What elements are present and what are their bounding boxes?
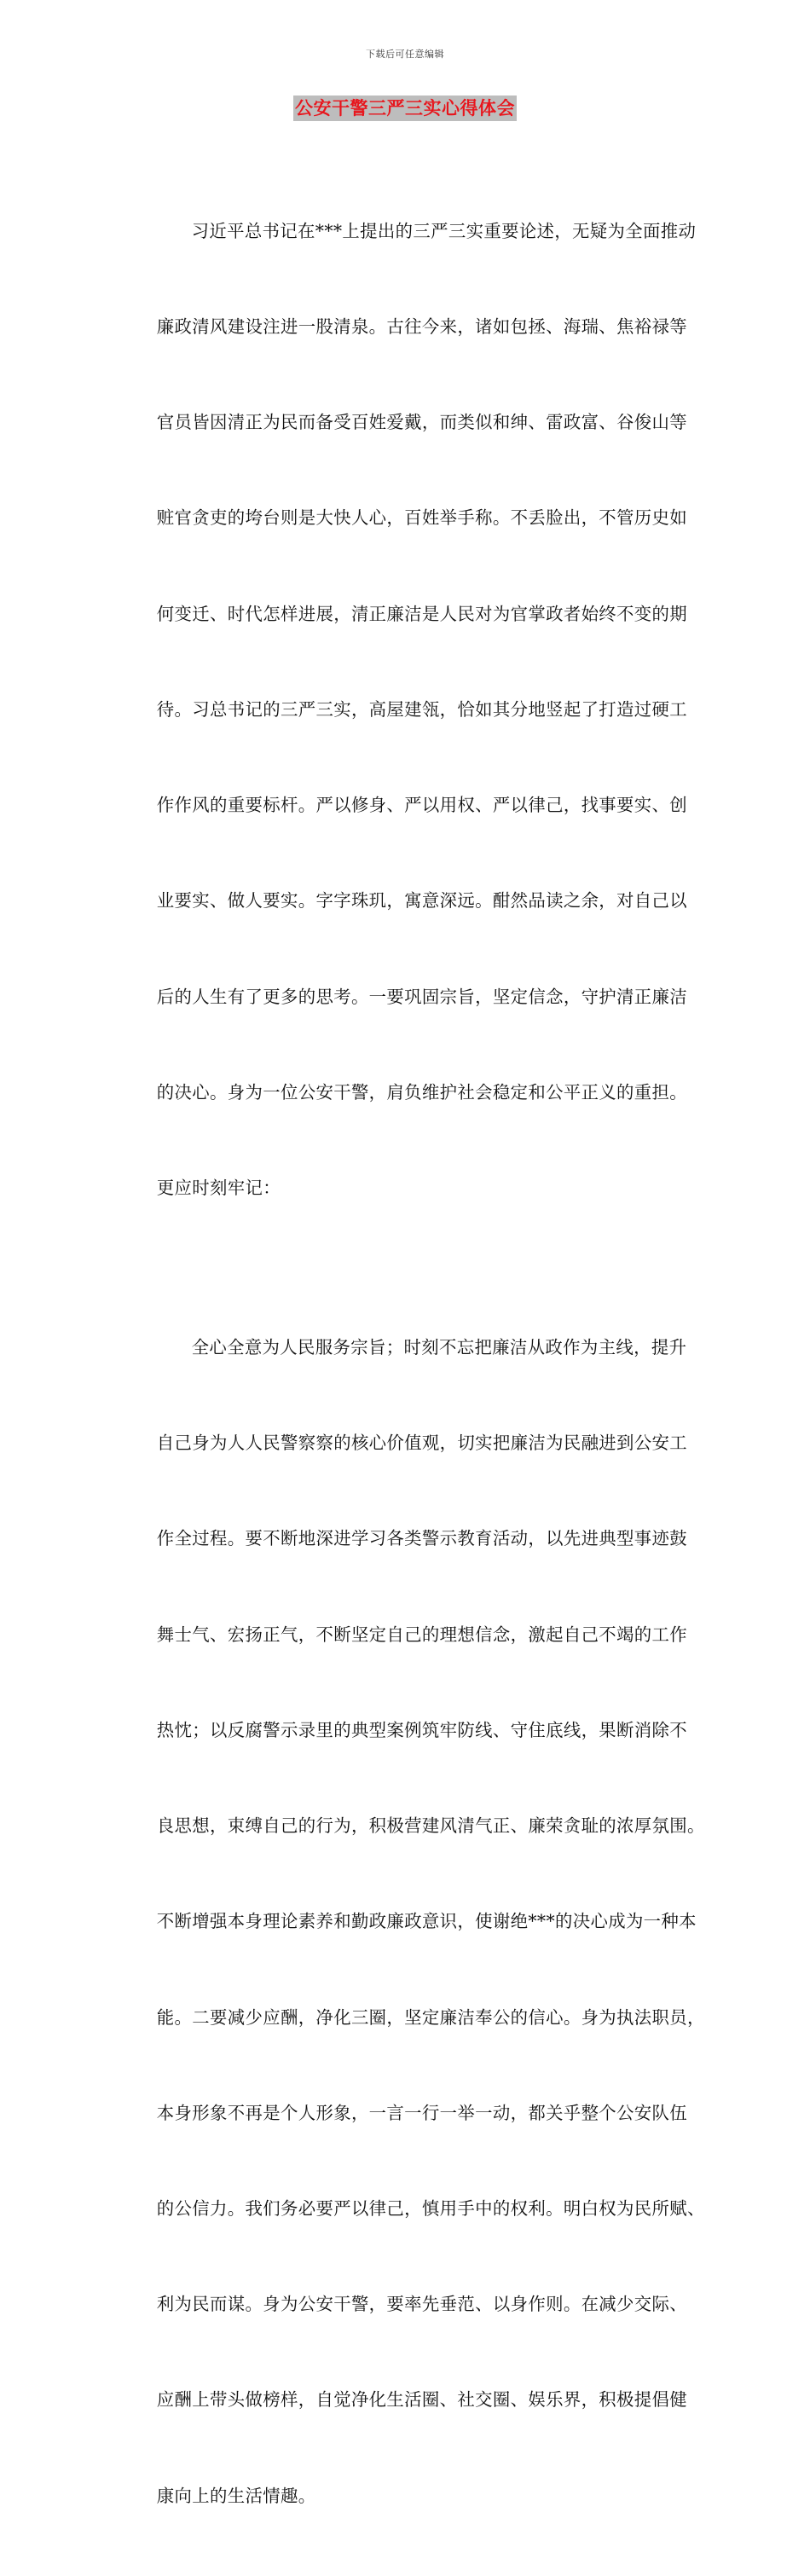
paragraph-2 — [122, 1268, 705, 2576]
paragraph-line: 舞士气、宏扬正气，不断坚定自己的理想信念，激起自己不竭的工作 — [156, 1624, 688, 1645]
paragraph-line: 更应时刻牢记： — [156, 1178, 281, 1198]
document-body — [122, 152, 705, 2576]
paragraph-line: 本身形象不再是个人形象，一言一行一举一动，都关乎整个公安队伍 — [156, 2102, 688, 2123]
paragraph-line: 的决心。身为一位公安干警，肩负维护社会稳定和公平正义的重担。 — [156, 1081, 688, 1103]
paragraph-line: 后的人生有了更多的思考。一要巩固宗旨，坚定信念，守护清正廉洁 — [156, 986, 688, 1007]
paragraph-line: 业要实、做人要实。字字珠玑，寓意深远。酣然品读之余，对自己以 — [156, 890, 688, 912]
paragraph-line: 利为民而谋。身为公安干警，要率先垂范、以身作则。在减少交际、 — [156, 2294, 688, 2315]
paragraph-line: 热忱；以反腐警示录里的典型案例筑牢防线、守住底线，果断消除不 — [156, 1719, 688, 1740]
paragraph-line: 官员皆因清正为民而备受百姓爱戴，而类似和绅、雷政富、谷俊山等 — [156, 412, 688, 433]
title-container — [0, 96, 810, 121]
document-title: 公安干警三严三实心得体会 — [293, 96, 517, 121]
paragraph-line: 作全过程。要不断地深进学习各类警示教育活动，以先进典型事迹鼓 — [156, 1528, 688, 1549]
paragraph-line: 赃官贪吏的垮台则是大快人心，百姓举手称。不丢脸出，不管历史如 — [156, 507, 688, 529]
paragraph-line: 待。习总书记的三严三实，高屋建瓴，恰如其分地竖起了打造过硬工 — [156, 698, 688, 720]
paragraph-line: 自己身为人人民警察察的核心价值观，切实把廉洁为民融进到公安工 — [156, 1433, 688, 1454]
paragraph-line: 习近平总书记在***上提出的三严三实重要论述，无疑为全面推动 — [191, 220, 697, 241]
paragraph-line: 应酬上带头做榜样，自觉净化生活圈、社交圈、娱乐界，积极提倡健 — [156, 2389, 688, 2411]
paragraph-line: 廉政清风建设注进一股清泉。古往今来，诸如包拯、海瑞、焦裕禄等 — [156, 316, 688, 338]
paragraph-line: 不断增强本身理论素养和勤政廉政意识，使谢绝***的决心成为一种本 — [156, 1911, 697, 1932]
paragraph-line: 何变迁、时代怎样进展，清正廉洁是人民对为官掌政者始终不变的期 — [156, 603, 688, 624]
paragraph-line: 作作风的重要标杆。严以修身、严以用权、严以律己，找事要实、创 — [156, 795, 688, 816]
paragraph-line: 的公信力。我们务必要严以律己，慎用手中的权利。明白权为民所赋、 — [156, 2198, 705, 2219]
header-note: 下载后可任意编辑 — [366, 49, 444, 60]
paragraph-line: 能。二要减少应酬，净化三圈，坚定廉洁奉公的信心。身为执法职员， — [156, 2006, 705, 2028]
paragraph-line: 良思想，束缚自己的行为，积极营建风清气正、廉荣贪耻的浓厚氛围。 — [156, 1815, 705, 1837]
paragraph-line: 康向上的生活情趣。 — [156, 2485, 316, 2506]
paragraph-1 — [122, 152, 697, 1268]
paragraph-line: 全心全意为人民服务宗旨；时刻不忘把廉洁从政作为主线，提升 — [191, 1337, 687, 1358]
